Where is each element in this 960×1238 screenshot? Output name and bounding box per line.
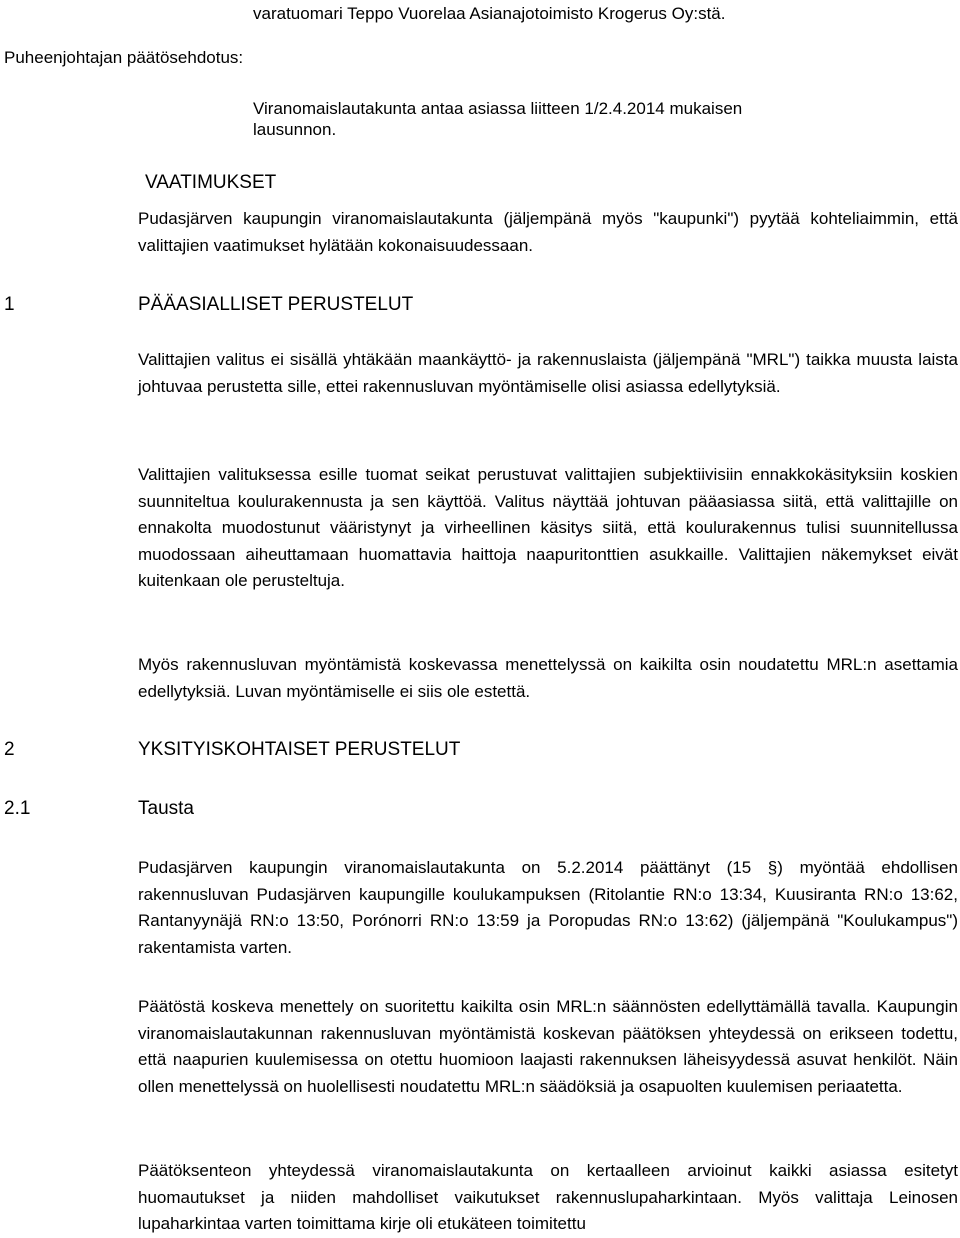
section21-paragraph-2 (138, 994, 958, 1100)
section21-text-1: Pudasjärven kaupungin viranomaislautakunta on 5.2.2014 päättänyt (15 §) myöntää ehdollisen rakennusluvan Pudasjärven kaupungille koulukampuksen (Ritolantie RN:o 13:34, Kuusiranta RN:o 13:62, Rantanyynäjä RN:o 13:50, Porónorri RN:o 13:59 ja Poropudas RN:o 13:62) (jäljempänä "Koulukampus") rakentamista varten. (138, 858, 958, 957)
demands-paragraph (138, 206, 958, 259)
demands-heading: VAATIMUKSET (145, 172, 277, 193)
section1-text-1: Valittajien valitus ei sisällä yhtäkään maankäyttö- ja rakennuslaista (jäljempänä "MRL") taikka muusta laista johtuvaa perustetta sille, ettei rakennusluvan myöntämiselle olisi asiassa edellytyksiä. (138, 350, 958, 396)
section2-number: 2 (4, 739, 15, 760)
section1-text-2: Valittajien valituksessa esille tuomat seikat perustuvat valittajien subjektiivisiin ennakkokäsityksiin koskien suunniteltua koulurakennusta ja sen käyttöä. Valitus näyttää johtuvan pääasiassa siitä, että valittajille on ennakolta muodostunut vääristynyt ja virheellinen käsitys siitä, että koulurakennus tulisi suunnitellussa muodossaan aiheuttamaan huomattavia haittoja naapuritonttien asukkaille. Valittajien näkemykset eivät kuitenkaan ole perusteltuja. (138, 465, 958, 590)
section1-number: 1 (4, 294, 15, 315)
top-line: varatuomari Teppo Vuorelaa Asianajotoimisto Krogerus Oy:stä. (253, 4, 726, 23)
proposal-label: Puheenjohtajan päätösehdotus: (4, 48, 244, 67)
section21-text-3: Päätöksenteon yhteydessä viranomaislautakunta on kertaalleen arvioinut kaikki asiassa esitetyt huomautukset ja niiden mahdolliset vaikutukset rakennuslupaharkintaan. Myös valittaja Leinosen lupaharkintaa varten toimittama kirje oli etukäteen toimitettu (138, 1161, 958, 1233)
section21-paragraph-3 (138, 1158, 958, 1238)
section1-text-3: Myös rakennusluvan myöntämistä koskevassa menettelyssä on kaikilta osin noudatettu MRL:n asettamia edellytyksiä. Luvan myöntämiselle ei siis ole estettä. (138, 655, 958, 701)
proposal-text-line-2: lausunnon. (253, 120, 337, 139)
demands-text: Pudasjärven kaupungin viranomaislautakunta (jäljempänä myös "kaupunki") pyytää kohteliaimmin, että valittajien vaatimukset hylätään kokonaisuudessaan. (138, 209, 958, 255)
section1-paragraph-2 (138, 462, 958, 595)
section21-text-2: Päätöstä koskeva menettely on suoritettu kaikilta osin MRL:n säännösten edellyttämällä tavalla. Kaupungin viranomaislautakunnan rakennusluvan myöntämistä koskevan päätöksen yhteydessä on erikseen todettu, että naapurien kuulemisessa on otettu huomioon laajasti rakennuksen läheisyydessä asuvat henkilöt. Näin ollen menettelyssä on huolellisesti noudatettu MRL:n säädöksiä ja osapuolten kuulemisen periaatetta. (138, 997, 958, 1096)
section21-paragraph-1 (138, 855, 958, 961)
section1-title: PÄÄASIALLISET PERUSTELUT (138, 294, 414, 315)
section21-title: Tausta (138, 798, 194, 819)
section1-paragraph-1 (138, 347, 958, 400)
section1-paragraph-3 (138, 652, 958, 705)
section2-title: YKSITYISKOHTAISET PERUSTELUT (138, 739, 461, 760)
proposal-text-line-1: Viranomaislautakunta antaa asiassa liitteen 1/2.4.2014 mukaisen (253, 99, 743, 118)
section21-number: 2.1 (4, 798, 31, 819)
